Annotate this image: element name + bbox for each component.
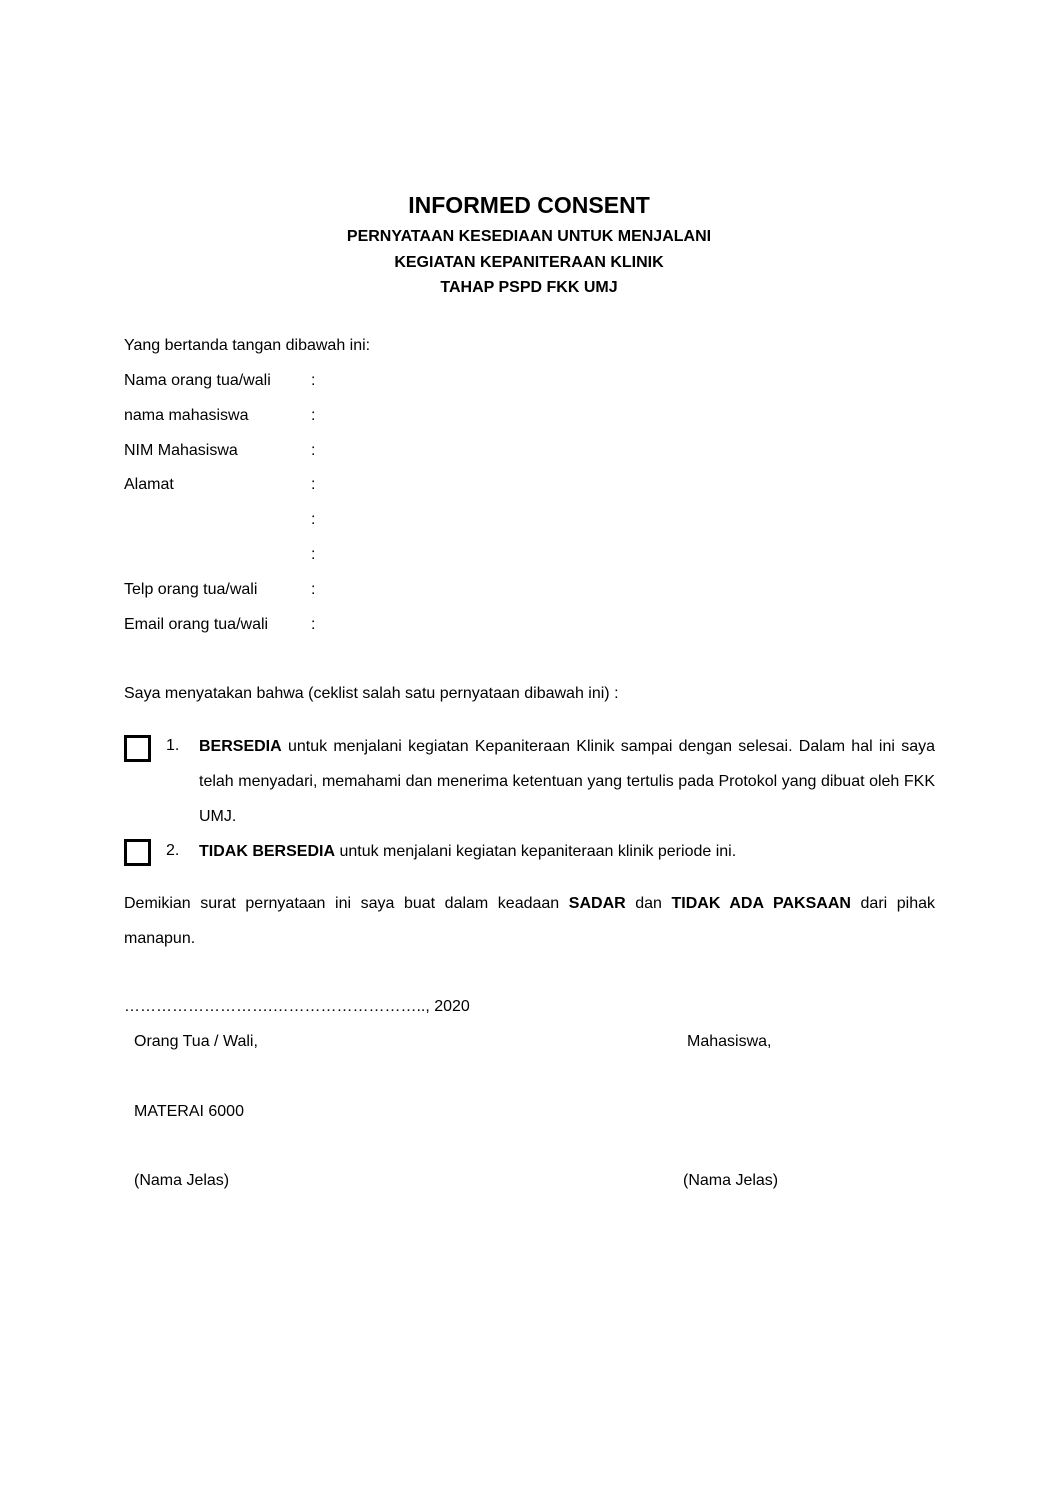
field-colon-address-line-3: : (311, 546, 316, 563)
option-willing-bold: BERSEDIA (199, 738, 282, 755)
document-subtitle-line-1: PERNYATAAN KESEDIAAN UNTUK MENJALANI (346, 228, 712, 245)
field-colon: : (311, 581, 316, 598)
option-willing-body: untuk menjalani kegiatan Kepaniteraan Klinik sampai dengan selesai. Dalam hal ini saya telah menyadari, memahami dan menerima ketentuan yang tertulis pada Protokol yang dibuat oleh FKK UMJ. (199, 738, 935, 825)
document-subtitle-line-2: KEGIATAN KEPANITERAAN KLINIK (394, 254, 664, 271)
option-not-willing-bold: TIDAK BERSEDIA (199, 843, 336, 860)
checkbox-not-willing[interactable] (124, 839, 151, 866)
document-title: INFORMED CONSENT (408, 192, 650, 218)
field-label-student-nim: NIM Mahasiswa (124, 442, 238, 459)
closing-bold-no-coercion: TIDAK ADA PAKSAAN (671, 895, 851, 912)
field-colon: : (311, 442, 316, 459)
field-colon-address-line-2: : (311, 511, 316, 528)
option-number-2: 2. (166, 842, 180, 859)
closing-paragraph (124, 886, 935, 956)
field-label-parent-name: Nama orang tua/wali (124, 372, 271, 389)
field-label-address: Alamat (124, 476, 174, 493)
option-willing-text (199, 729, 935, 834)
signature-role-student: Mahasiswa, (687, 1033, 772, 1050)
signature-role-parent: Orang Tua / Wali, (134, 1033, 258, 1050)
field-colon: : (311, 616, 316, 633)
field-label-student-name: nama mahasiswa (124, 407, 249, 424)
checkbox-willing[interactable] (124, 735, 151, 762)
date-line: ……………………….……………………….., 2020 (124, 998, 470, 1015)
closing-part-2: dan (625, 895, 672, 912)
stamp-duty-text: MATERAI 6000 (134, 1103, 244, 1120)
option-not-willing-body: untuk menjalani kegiatan kepaniteraan klinik periode ini. (335, 843, 737, 860)
closing-part-1: Demikian surat pernyataan ini saya buat dalam keadaan (124, 895, 569, 912)
field-colon: : (311, 476, 316, 493)
closing-part-3: dari pihak manapun. (124, 895, 936, 947)
signature-name-student: (Nama Jelas) (683, 1172, 779, 1189)
intro-text: Yang bertanda tangan dibawah ini: (124, 337, 371, 354)
closing-bold-aware: SADAR (568, 895, 626, 912)
option-not-willing-text (199, 834, 935, 869)
field-colon: : (311, 372, 316, 389)
statement-intro: Saya menyatakan bahwa (ceklist salah satu pernyataan dibawah ini) : (124, 685, 619, 702)
field-colon: : (311, 407, 316, 424)
field-label-parent-email: Email orang tua/wali (124, 616, 269, 633)
option-number-1: 1. (166, 737, 180, 754)
field-label-parent-phone: Telp orang tua/wali (124, 581, 258, 598)
document-subtitle-line-3: TAHAP PSPD FKK UMJ (440, 279, 618, 296)
signature-name-parent: (Nama Jelas) (134, 1172, 230, 1189)
